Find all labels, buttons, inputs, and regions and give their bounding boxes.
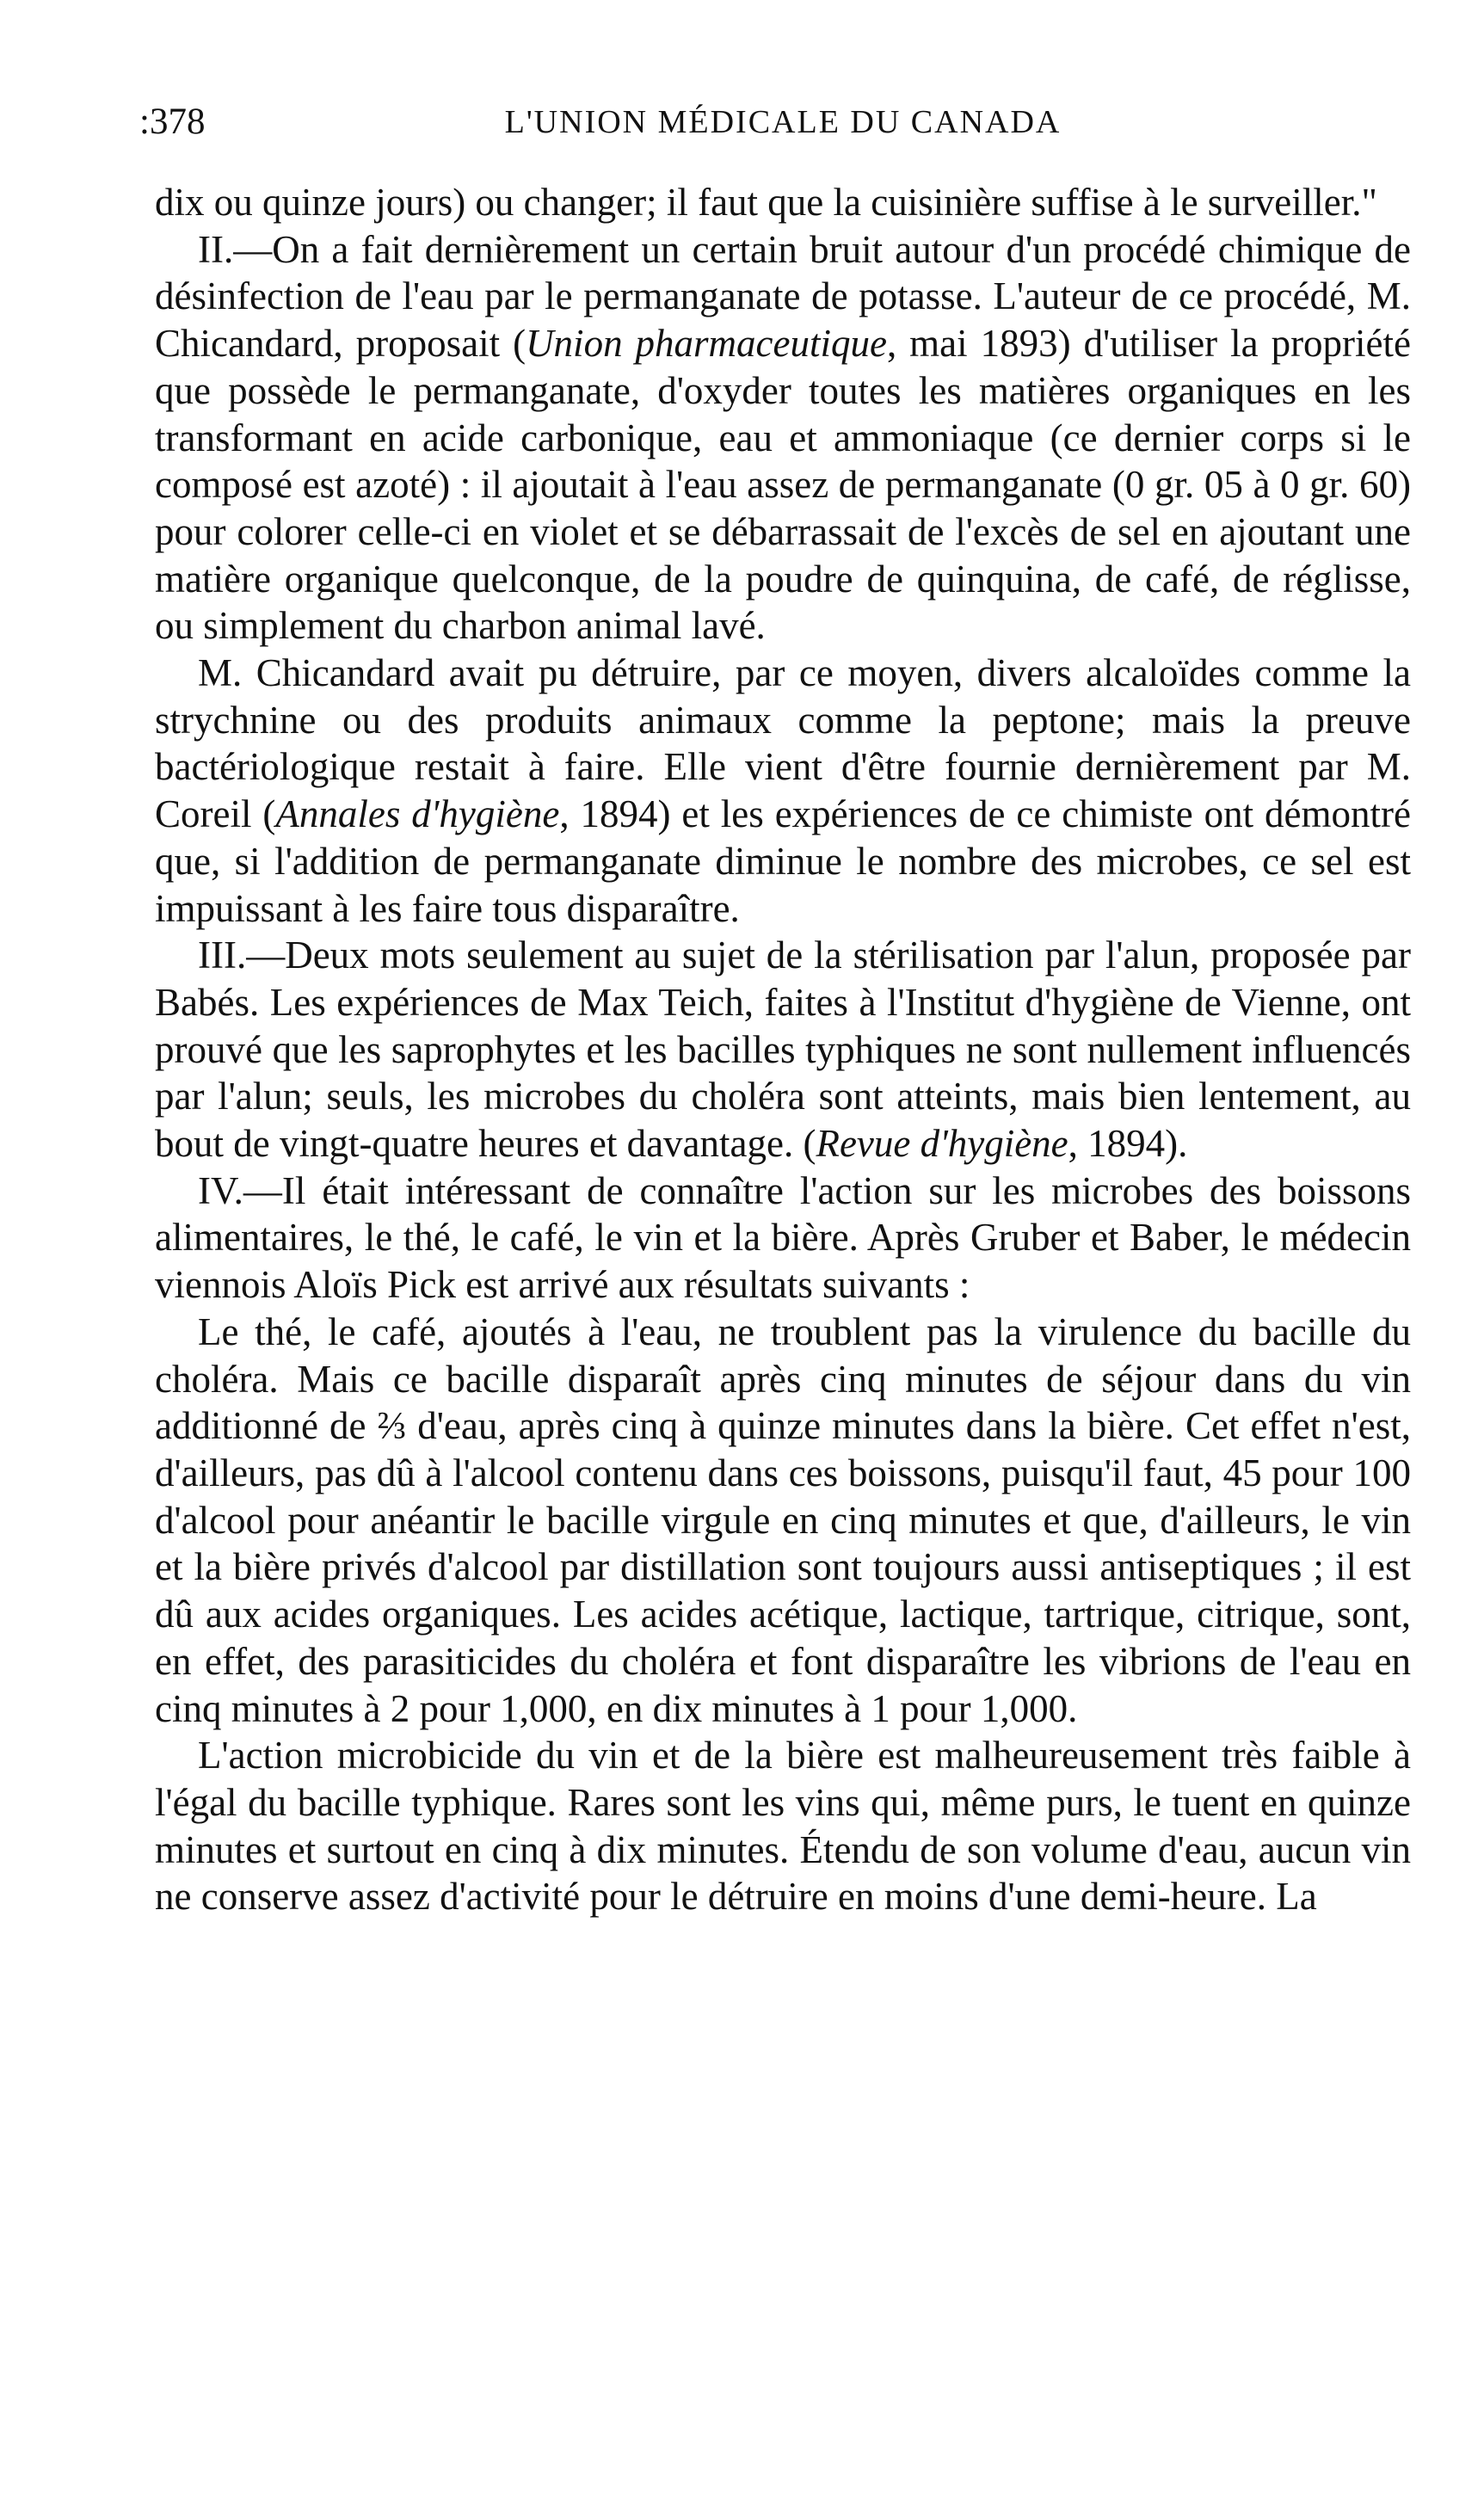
paragraph [155,1309,1411,1732]
paragraph-text: II.—On a fait dernièrement un certain bruit autour d'un procédé chimique de désinfection de l'eau par le permanganate de potasse. L'auteur de ce procédé, M. Chicandard, proposait ( [155,227,1411,366]
paragraph-text: IV.—Il était intéressant de connaître l'action sur les microbes des boissons alimentaires, le thé, le café, le vin et la bière. Après Gruber et Baber, le médecin viennois Aloïs Pick est arrivé aux résultats suivants : [155,1168,1411,1307]
paragraph-text: M. Chicandard avait pu détruire, par ce moyen, divers alcaloïdes comme la strychnine ou des produits animaux comme la peptone; mais la preuve bactériologique restait à faire. Elle vient d'être fournie dernièrement par M. Coreil ( [155,651,1411,836]
paragraph [155,226,1411,650]
paragraph-text: III.—Deux mots seulement au sujet de la stérilisation par l'alun, proposée par Babés. Les expériences de Max Teich, faites à l'Institut d'hygiène de Vienne, ont prouvé que les saprophytes et les bacilles typhiques ne sont nullement influencés par l'alun; seuls, les microbes du choléra sont atteints, mais bien lentement, au bout de vingt-quatre heures et davantage. ( [155,934,1411,1166]
italic-citation: Annales d'hygiène [275,792,560,836]
page-number: :378 [139,102,206,142]
article-body [155,179,1411,1920]
running-head [139,96,1411,148]
paragraph-text: , 1894). [1068,1122,1188,1166]
paragraph-text: L'action microbicide du vin et de la bière est malheureusement très faible à l'égal du bacille typhique. Rares sont les vins qui, même purs, le tuent en quinze minutes et surtout en cinq à dix minutes. Étendu de son volume d'eau, aucun vin ne conserve assez d'activité pour le détruire en moins d'une demi-heure. La [155,1734,1411,1919]
paragraph [155,179,1411,226]
paragraph [155,932,1411,1168]
paragraph [155,650,1411,932]
paragraph [155,1168,1411,1309]
italic-citation: Revue d'hygiène [816,1122,1068,1166]
paragraph [155,1732,1411,1920]
italic-citation: Union pharmaceutique [526,322,887,366]
journal-title: L'UNION MÉDICALE DU CANADA [504,104,1062,140]
paragraph-text: , 1894) et les expériences de ce chimiste ont démontré que, si l'addition de permanganate diminue le nombre des microbes, ce sel est impuissant à les faire tous disparaître. [155,792,1411,930]
paragraph-text: , mai 1893) d'utiliser la propriété que possède le permanganate, d'oxyder toutes les matières organiques en les transformant en acide carbonique, eau et ammoniaque (ce dernier corps si le composé est azoté) : il ajoutait à l'eau assez de permanganate (0 gr. 05 à 0 gr. 60) pour colorer celle-ci en violet et se débarrassait de l'excès de sel en ajoutant une matière organique quelconque, de la poudre de quinquina, de café, de réglisse, ou simplement du charbon animal lavé. [155,322,1411,648]
paragraph-text: Le thé, le café, ajoutés à l'eau, ne troublent pas la virulence du bacille du choléra. Mais ce bacille disparaît après cinq minutes de séjour dans du vin additionné de ⅔ d'eau, après cinq à quinze minutes dans la bière. Cet effet n'est, d'ailleurs, pas dû à l'alcool contenu dans ces boissons, puisqu'il faut, 45 pour 100 d'alcool pour anéantir le bacille virgule en cinq minutes et que, d'ailleurs, le vin et la bière privés d'alcool par distillation sont toujours aussi antiseptiques ; il est dû aux acides organiques. Les acides acétique, lactique, tartrique, citrique, sont, en effet, des parasiticides du choléra et font disparaître les vibrions de l'eau en cinq minutes à 2 pour 1,000, en dix minutes à 1 pour 1,000. [155,1309,1411,1730]
document-page [139,96,1411,1920]
paragraph-text: dix ou quinze jours) ou changer; il faut que la cuisinière suffise à le surveiller." [155,181,1377,224]
